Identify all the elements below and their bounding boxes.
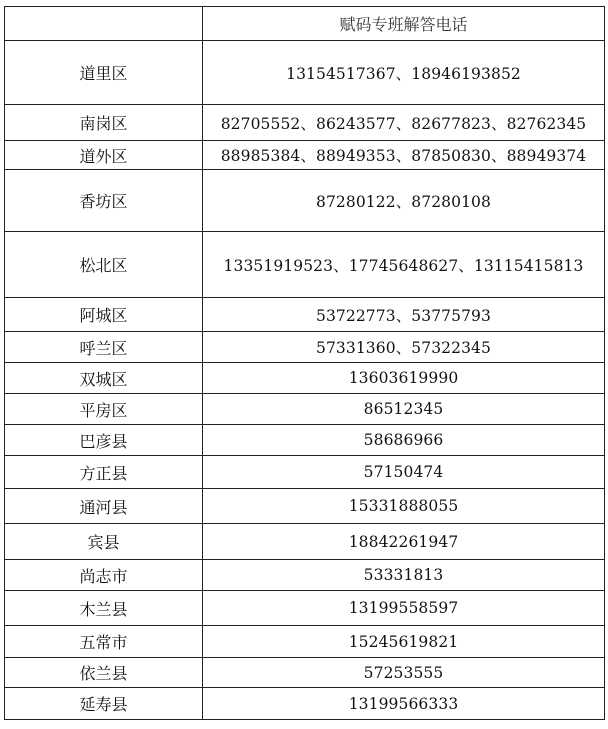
phone-cell: 13199566333 bbox=[203, 688, 605, 720]
district-cell: 延寿县 bbox=[5, 688, 203, 720]
table-row bbox=[5, 591, 605, 626]
district-cell: 南岗区 bbox=[5, 105, 203, 141]
district-cell: 双城区 bbox=[5, 363, 203, 394]
district-cell: 道外区 bbox=[5, 141, 203, 170]
district-cell: 宾县 bbox=[5, 524, 203, 560]
table-row bbox=[5, 489, 605, 524]
phone-cell: 53331813 bbox=[203, 560, 605, 591]
phone-cell: 58686966 bbox=[203, 425, 605, 456]
table-row bbox=[5, 688, 605, 720]
table-row bbox=[5, 524, 605, 560]
hotline-table bbox=[4, 6, 605, 720]
district-cell: 依兰县 bbox=[5, 658, 203, 688]
district-cell: 五常市 bbox=[5, 626, 203, 658]
table-row bbox=[5, 170, 605, 232]
phone-cell: 15331888055 bbox=[203, 489, 605, 524]
header-phone-cell: 赋码专班解答电话 bbox=[203, 7, 605, 41]
phone-cell: 13154517367、18946193852 bbox=[203, 41, 605, 105]
header-district-cell bbox=[5, 7, 203, 41]
table-row bbox=[5, 141, 605, 170]
district-cell: 松北区 bbox=[5, 232, 203, 298]
table-row bbox=[5, 332, 605, 363]
table-row bbox=[5, 560, 605, 591]
phone-cell: 88985384、88949353、87850830、88949374 bbox=[203, 141, 605, 170]
district-cell: 香坊区 bbox=[5, 170, 203, 232]
district-cell: 平房区 bbox=[5, 394, 203, 425]
district-cell: 道里区 bbox=[5, 41, 203, 105]
table-row bbox=[5, 456, 605, 489]
district-cell: 阿城区 bbox=[5, 298, 203, 332]
district-cell: 木兰县 bbox=[5, 591, 203, 626]
table-row bbox=[5, 363, 605, 394]
table-row bbox=[5, 658, 605, 688]
table-row bbox=[5, 626, 605, 658]
table-row bbox=[5, 232, 605, 298]
district-cell: 巴彦县 bbox=[5, 425, 203, 456]
table-header-row bbox=[5, 7, 605, 41]
table-row bbox=[5, 425, 605, 456]
phone-cell: 13199558597 bbox=[203, 591, 605, 626]
table-row bbox=[5, 298, 605, 332]
phone-cell: 87280122、87280108 bbox=[203, 170, 605, 232]
district-cell: 呼兰区 bbox=[5, 332, 203, 363]
district-cell: 通河县 bbox=[5, 489, 203, 524]
table-row bbox=[5, 394, 605, 425]
phone-cell: 86512345 bbox=[203, 394, 605, 425]
phone-cell: 82705552、86243577、82677823、82762345 bbox=[203, 105, 605, 141]
district-cell: 方正县 bbox=[5, 456, 203, 489]
phone-cell: 15245619821 bbox=[203, 626, 605, 658]
phone-cell: 57150474 bbox=[203, 456, 605, 489]
phone-cell: 13603619990 bbox=[203, 363, 605, 394]
phone-cell: 57253555 bbox=[203, 658, 605, 688]
phone-cell: 57331360、57322345 bbox=[203, 332, 605, 363]
phone-cell: 18842261947 bbox=[203, 524, 605, 560]
table-row bbox=[5, 41, 605, 105]
district-cell: 尚志市 bbox=[5, 560, 203, 591]
phone-cell: 53722773、53775793 bbox=[203, 298, 605, 332]
phone-cell: 13351919523、17745648627、13115415813 bbox=[203, 232, 605, 298]
table-row bbox=[5, 105, 605, 141]
